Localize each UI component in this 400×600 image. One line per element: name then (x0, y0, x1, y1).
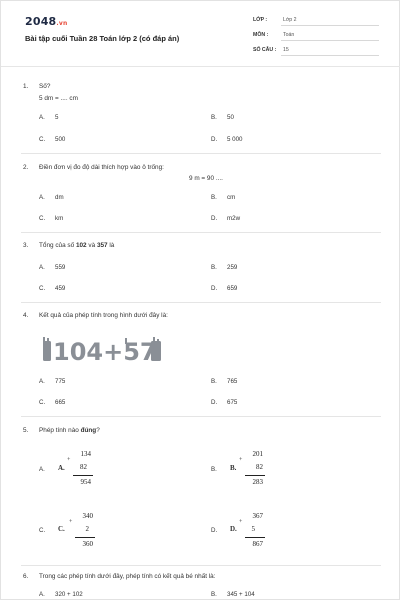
option-letter: D. (211, 215, 218, 222)
option-letter: A. (39, 591, 45, 598)
option-d[interactable] (211, 527, 227, 534)
divider (21, 565, 381, 566)
option-text: 5 000 (227, 136, 243, 143)
option-c[interactable] (39, 285, 65, 292)
option-a[interactable] (39, 264, 65, 271)
option-letter: B. (211, 591, 217, 598)
option-letter: C. (39, 527, 46, 534)
addend-2: 5 (251, 525, 255, 533)
worksheet-title: Bài tập cuối Tuần 28 Toán lớp 2 (có đáp án) (25, 34, 180, 43)
site-logo[interactable] (25, 15, 67, 28)
option-text: 5 (55, 114, 59, 121)
option-d[interactable] (211, 285, 237, 292)
calc-label: B. (230, 464, 237, 472)
question-number: 4. (23, 312, 29, 319)
meta-value: Toán (283, 32, 295, 38)
meta-key: SỐ CÂU : (253, 47, 277, 53)
result: 867 (252, 540, 263, 548)
plus-sign: + (239, 519, 243, 525)
option-b[interactable] (211, 591, 255, 598)
option-text: 345 + 104 (227, 591, 255, 598)
option-letter: A. (39, 466, 45, 473)
meta-key: LỚP : (253, 17, 268, 23)
option-letter: A. (39, 194, 45, 201)
option-letter: A. (39, 264, 45, 271)
divider (21, 153, 381, 154)
option-text: 659 (227, 285, 238, 292)
meta-value: Lớp 2 (283, 17, 297, 23)
option-a[interactable] (39, 194, 64, 201)
option-letter: C. (39, 136, 46, 143)
option-text: dm (55, 194, 64, 201)
option-b[interactable] (211, 264, 237, 271)
divider (21, 416, 381, 417)
bold-number: 102 (75, 242, 87, 249)
option-letter: A. (39, 378, 45, 385)
logo-suffix: .vn (56, 20, 68, 27)
option-b[interactable] (211, 194, 235, 201)
question-number: 2. (23, 164, 29, 171)
bold-word: đúng (80, 427, 97, 434)
question-text: Kết quả của phép tính trong hình dưới đây là: (39, 312, 168, 319)
option-letter: D. (211, 136, 218, 143)
image-digits: 104+57 (53, 338, 157, 365)
option-text: 765 (227, 378, 238, 385)
sum-line (245, 475, 265, 476)
text-segment: và (86, 242, 97, 249)
option-d[interactable] (211, 399, 237, 406)
option-a[interactable] (39, 378, 65, 385)
option-letter: D. (211, 399, 218, 406)
worksheet-header (1, 1, 400, 67)
option-text: 559 (55, 264, 66, 271)
result: 283 (252, 478, 263, 486)
plus-sign: + (69, 519, 73, 525)
meta-underline (281, 40, 379, 41)
question-number: 1. (23, 83, 29, 90)
addend-1: 367 (252, 512, 263, 520)
result: 954 (80, 478, 91, 486)
meta-question-count (253, 47, 379, 57)
option-a[interactable] (39, 114, 58, 121)
sum-line (245, 537, 265, 538)
calc-label: C. (58, 525, 65, 533)
option-text: 675 (227, 399, 238, 406)
question-number: 5. (23, 427, 29, 434)
addend-2: 82 (80, 463, 87, 471)
addend-1: 201 (252, 450, 263, 458)
meta-value: 15 (283, 47, 289, 53)
calc-label: A. (58, 464, 65, 472)
meta-class (253, 17, 379, 27)
vertical-addition (67, 450, 91, 490)
option-letter: C. (39, 215, 46, 222)
option-letter: C. (39, 285, 46, 292)
option-text: 259 (227, 264, 238, 271)
number-blocks-image (41, 335, 165, 365)
text-segment: ? (96, 427, 100, 434)
calc-label: D. (230, 525, 237, 533)
text-segment: là (107, 242, 115, 249)
meta-underline (281, 55, 379, 56)
divider (21, 302, 381, 303)
option-text: km (55, 215, 64, 222)
addend-1: 134 (80, 450, 91, 458)
question-text (39, 242, 114, 249)
option-letter: B. (211, 264, 217, 271)
logo-text: 2048 (25, 15, 57, 28)
option-text: cm (227, 194, 236, 201)
option-a[interactable] (39, 591, 83, 598)
sum-line (75, 537, 95, 538)
option-letter: C. (39, 399, 46, 406)
vertical-addition (69, 512, 93, 552)
option-b[interactable] (211, 114, 234, 121)
addend-1: 340 (82, 512, 93, 520)
option-letter: B. (211, 114, 217, 121)
option-text: 665 (55, 399, 66, 406)
question-number: 6. (23, 573, 29, 580)
divider (21, 232, 381, 233)
addend-2: 2 (85, 525, 89, 533)
question-text: Trong các phép tính dưới đây, phép tính có kết quả bé nhất là: (39, 573, 216, 580)
option-a[interactable] (39, 466, 55, 473)
option-text: m2w (227, 215, 241, 222)
bold-number: 357 (96, 242, 108, 249)
option-letter: D. (211, 285, 218, 292)
meta-subject (253, 32, 379, 42)
addend-2: 82 (256, 463, 263, 471)
vertical-addition (239, 512, 263, 552)
option-c[interactable] (39, 215, 63, 222)
option-c[interactable] (39, 399, 65, 406)
question-text: Điền đơn vị đo độ dài thích hợp vào ô trống: (39, 164, 164, 171)
option-text: 320 + 102 (55, 591, 83, 598)
option-d[interactable] (211, 215, 240, 222)
option-b[interactable] (211, 378, 237, 385)
option-b[interactable] (211, 466, 227, 473)
result: 360 (82, 540, 93, 548)
question-text: Số? (39, 83, 51, 90)
option-letter: B. (211, 466, 217, 473)
option-letter: A. (39, 114, 45, 121)
option-letter: D. (211, 527, 218, 534)
text-segment: Phép tính nào (39, 427, 81, 434)
text-segment: Tổng của số (39, 242, 76, 249)
meta-key: MÔN : (253, 32, 269, 38)
option-text: 50 (227, 114, 234, 121)
option-letter: B. (211, 378, 217, 385)
option-letter: B. (211, 194, 217, 201)
option-c[interactable] (39, 527, 55, 534)
plus-sign: + (67, 457, 71, 463)
vertical-addition (239, 450, 263, 490)
question-text (39, 427, 100, 434)
option-d[interactable] (211, 136, 242, 143)
question-subtext: 5 dm = .... cm (39, 95, 78, 102)
plus-sign: + (239, 457, 243, 463)
option-c[interactable] (39, 136, 65, 143)
question-subtext: 9 m = 90 .... (189, 175, 223, 182)
option-text: 775 (55, 378, 66, 385)
sum-line (73, 475, 93, 476)
meta-underline (281, 25, 379, 26)
option-text: 500 (55, 136, 66, 143)
option-text: 459 (55, 285, 66, 292)
question-number: 3. (23, 242, 29, 249)
